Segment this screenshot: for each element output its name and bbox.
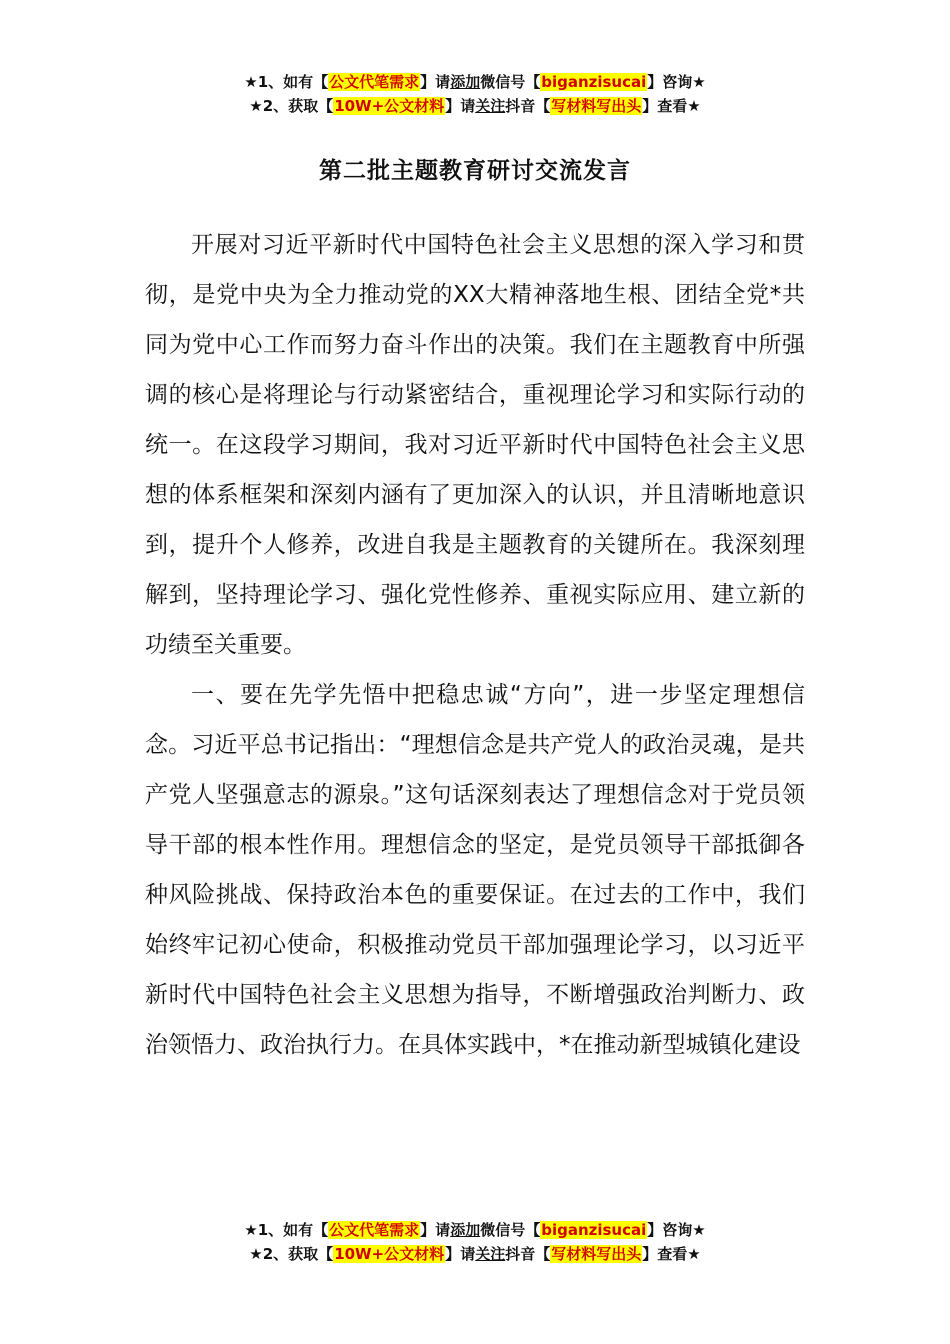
banner-text: 】咨询★ xyxy=(647,1221,706,1239)
banner-underline: 添加 xyxy=(450,73,481,91)
banner-text: ★2、获取【 xyxy=(249,1245,334,1263)
banner-text: 】查看★ xyxy=(642,97,701,115)
banner-text: 】咨询★ xyxy=(647,73,706,91)
banner-text: ★1、如有【 xyxy=(244,73,329,91)
banner-text: 微信号【 xyxy=(480,1221,541,1239)
banner-highlight: 公文代笔需求 xyxy=(329,1221,420,1239)
banner-text: 抖音【 xyxy=(505,1245,551,1263)
banner-text: ★2、获取【 xyxy=(249,97,334,115)
banner-text: 】请 xyxy=(445,1245,476,1263)
banner-highlight: 10W+公文材料 xyxy=(334,1245,445,1263)
banner-underline: 添加 xyxy=(450,1221,481,1239)
banner-text: 微信号【 xyxy=(480,73,541,91)
banner-highlight: 写材料写出头 xyxy=(551,97,642,115)
banner-text: 】请 xyxy=(445,97,476,115)
banner-text: 】请 xyxy=(420,73,451,91)
banner-text: ★1、如有【 xyxy=(244,1221,329,1239)
paragraph: 一、要在先学先悟中把稳忠诚“方向”，进一步坚定理想信念。习近平总书记指出：“理想信念是共产党人的政治灵魂，是共产党人坚强意志的源泉。”这句话深刻表达了理想信念对于党员领导干部的根本性作用。理想信念的坚定，是党员领导干部抵御各种风险挑战、保持政治本色的重要保证。在过去的工作中，我们始终牢记初心使命，积极推动党员干部加强理论学习，以习近平新时代中国特色社会主义思想为指导，不断增强政治判断力、政治领悟力、政治执行力。在具体实践中，*在推动新型城镇化建设 xyxy=(145,682,805,1058)
banner-highlight: 10W+公文材料 xyxy=(334,97,445,115)
banner-line-1 xyxy=(0,1218,950,1242)
banner-highlight: biganzisucai xyxy=(541,1221,647,1239)
document-title: 第二批主题教育研讨交流发言 xyxy=(319,158,631,184)
banner-line-1 xyxy=(0,70,950,94)
header-banner xyxy=(0,70,950,118)
footer-banner xyxy=(0,1218,950,1266)
banner-underline: 关注 xyxy=(475,1245,506,1263)
banner-underline: 关注 xyxy=(475,97,506,115)
banner-text: 】查看★ xyxy=(642,1245,701,1263)
banner-line-2 xyxy=(0,94,950,118)
banner-text: 抖音【 xyxy=(505,97,551,115)
banner-highlight: 写材料写出头 xyxy=(551,1245,642,1263)
paragraph: 开展对习近平新时代中国特色社会主义思想的深入学习和贯彻，是党中央为全力推动党的XX大精神落地生根、团结全党*共同为党中心工作而努力奋斗作出的决策。我们在主题教育中所强调的核心是将理论与行动紧密结合，重视理论学习和实际行动的统一。在这段学习期间，我对习近平新时代中国特色社会主义思想的体系框架和深刻内涵有了更加深入的认识，并且清晰地意识到，提升个人修养，改进自我是主题教育的关键所在。我深刻理解到，坚持理论学习、强化党性修养、重视实际应用、建立新的功绩至关重要。 xyxy=(145,232,805,658)
document-body xyxy=(145,220,805,1070)
banner-highlight: biganzisucai xyxy=(541,73,647,91)
banner-text: 】请 xyxy=(420,1221,451,1239)
banner-line-2 xyxy=(0,1242,950,1266)
banner-highlight: 公文代笔需求 xyxy=(329,73,420,91)
